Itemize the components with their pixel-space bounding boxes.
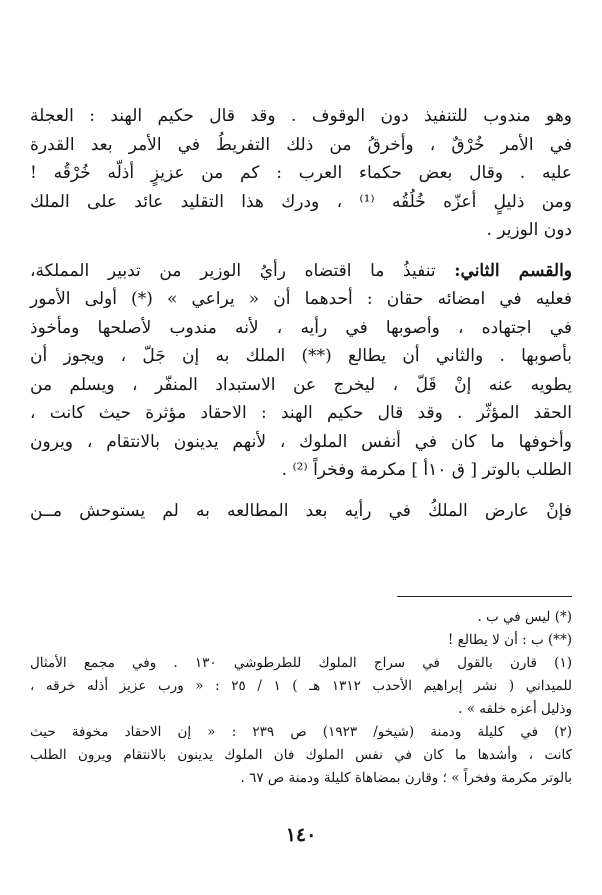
text-line: عليه . وقال بعض حكماء العرب : كم من عزيزٍ أذلّه خُرْقُه ! (30, 163, 572, 183)
text-line: ومن ذليلٍ أعزّه خُلُقُه ⁽¹⁾ ، ودرك هذا التقليد عائد على الملك (30, 191, 572, 212)
footnotes (30, 606, 572, 790)
page-number: ١٤٠ (285, 824, 317, 846)
footnote-line: وذليل أعزه خلقه » . (458, 701, 572, 717)
text-line: الطلب بالوتر [ ق ١٠أ ] مكرمة وفخراً ⁽²⁾ . (281, 460, 572, 480)
text-line: وأخوفها ما كان في أنفس الملوك ، لأنهم يدينون بالانتقام ، ويرون (30, 431, 572, 452)
footnote-line: (**) ب : أن لا يطالع ! (447, 632, 572, 648)
text-line: بأصوبها . والثاني أن يطالع (**) الملك به إن جَلّ ، ويجوز أن (30, 346, 572, 366)
text-line: في اجتهاده ، وأصوبها في رأيه ، لأنه مندوب لأصلحها ومأخوذ (30, 317, 572, 338)
footnote-line: (١) قارن بالقول في سراج الملوك للطرطوشي ١٣٠ . وفي مجمع الأمثال (30, 655, 572, 671)
footnote-line: (٢) في كليلة ودمنة (شيخو/ ١٩٢٣) ص ٢٣٩ : « إن الاحقاد مخوفة حيث (30, 724, 572, 740)
text-line: وهو مندوب للتنفيذ دون الوقوف . وقد قال حكيم الهند : العجلة (30, 106, 572, 126)
footnote-line: كانت ، وأشدها ما كان في نفس الملوك فان الملوك يدينون بالانتقام ويرون الطلب (30, 747, 572, 763)
text-line: فعليه في امضائه حقان : أحدهما أن « يراعي » (*) أولى الأمور (30, 289, 572, 309)
footnote-divider (397, 596, 572, 597)
footnote-line: للميداني ( نشر إبراهيم الأحدب ١٣١٢ هـ ) ١ / ٢٥ : « ورب عزيز أذله خرقه ، (30, 678, 572, 694)
footnote-line: بالوتر مكرمة وفخراً » ؛ وقارن بمضاهاة كليلة ودمنة ص ٦٧ . (240, 770, 572, 786)
main-text (30, 102, 572, 525)
text-line: يطويه عنه إنْ قَلّ ، ليخرج عن الاستبداد المنفّر ، ويسلم من (30, 374, 572, 395)
text-line: الحقد المؤثّر . وقد قال حكيم الهند : الاحقاد مؤثرة حيث كانت ، (30, 403, 572, 423)
text-line (30, 257, 572, 286)
text-line: فإنْ عارض الملكُ في رأيه بعد المطالعه به لم يستوحش مــن (30, 500, 572, 521)
text-line: دون الوزير . (486, 220, 572, 240)
text-line-rest: تنفيذُ ما اقتضاه رأيُ الوزير من تدبير المملكة، (30, 260, 436, 281)
footnote-line: (*) ليس في ب . (477, 609, 572, 625)
text-line: في الأمر خُرْقٌ ، وأخرقُ من ذلك التفريطُ في الأمر بعد القدرة (30, 134, 572, 155)
section-heading: والقسم الثاني: (454, 260, 573, 281)
